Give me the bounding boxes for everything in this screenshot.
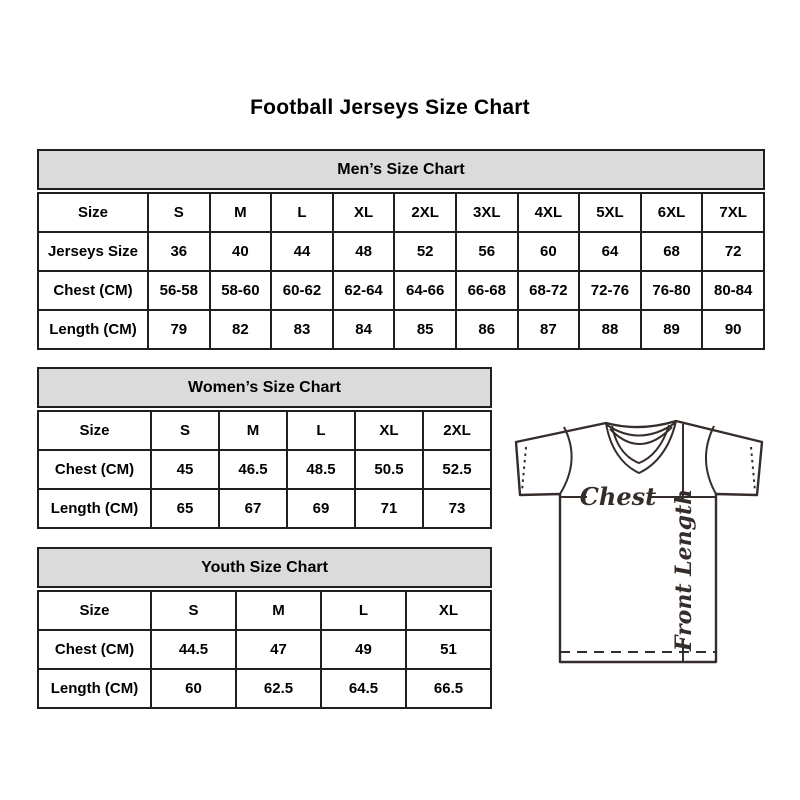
women-cell: S xyxy=(151,411,219,450)
women-cell: 48.5 xyxy=(287,450,355,489)
men-cell: M xyxy=(210,193,272,232)
men-cell: 89 xyxy=(641,310,703,349)
youth-cell: 47 xyxy=(236,630,321,669)
men-cell: 72-76 xyxy=(579,271,641,310)
men-cell: S xyxy=(148,193,210,232)
men-cell: 83 xyxy=(271,310,333,349)
men-cell: 88 xyxy=(579,310,641,349)
youth-cell: 49 xyxy=(321,630,406,669)
women-cell: L xyxy=(287,411,355,450)
men-cell: 68-72 xyxy=(518,271,580,310)
men-row-label: Length (CM) xyxy=(38,310,148,349)
youth-chart-header: Youth Size Chart xyxy=(37,547,492,588)
men-cell: 64 xyxy=(579,232,641,271)
women-cell: XL xyxy=(355,411,423,450)
women-cell: 69 xyxy=(287,489,355,528)
youth-row-0 xyxy=(38,591,491,630)
men-cell: 76-80 xyxy=(641,271,703,310)
youth-cell: XL xyxy=(406,591,491,630)
women-row-label: Chest (CM) xyxy=(38,450,151,489)
men-row-2 xyxy=(38,271,764,310)
women-row-0 xyxy=(38,411,491,450)
men-row-label: Size xyxy=(38,193,148,232)
youth-row-label: Length (CM) xyxy=(38,669,151,708)
men-cell: 52 xyxy=(394,232,456,271)
men-cell: 58-60 xyxy=(210,271,272,310)
men-cell: 68 xyxy=(641,232,703,271)
men-cell: 2XL xyxy=(394,193,456,232)
women-row-1 xyxy=(38,450,491,489)
women-cell: M xyxy=(219,411,287,450)
men-cell: 82 xyxy=(210,310,272,349)
youth-cell: L xyxy=(321,591,406,630)
men-cell: 87 xyxy=(518,310,580,349)
women-cell: 2XL xyxy=(423,411,491,450)
men-cell: 6XL xyxy=(641,193,703,232)
youth-cell: 66.5 xyxy=(406,669,491,708)
men-cell: 60 xyxy=(518,232,580,271)
women-row-2 xyxy=(38,489,491,528)
men-cell: 36 xyxy=(148,232,210,271)
men-cell: 40 xyxy=(210,232,272,271)
mens-size-table xyxy=(37,192,765,350)
front-length-label: Front Length xyxy=(671,488,697,652)
women-cell: 45 xyxy=(151,450,219,489)
youth-cell: 64.5 xyxy=(321,669,406,708)
youth-cell: 51 xyxy=(406,630,491,669)
men-cell: 86 xyxy=(456,310,518,349)
women-cell: 50.5 xyxy=(355,450,423,489)
men-cell: 62-64 xyxy=(333,271,395,310)
women-cell: 46.5 xyxy=(219,450,287,489)
men-cell: 64-66 xyxy=(394,271,456,310)
women-cell: 65 xyxy=(151,489,219,528)
youth-row-label: Chest (CM) xyxy=(38,630,151,669)
mens-chart-header: Men’s Size Chart xyxy=(37,149,765,190)
men-cell: 72 xyxy=(702,232,764,271)
men-cell: 56 xyxy=(456,232,518,271)
women-cell: 73 xyxy=(423,489,491,528)
men-row-1 xyxy=(38,232,764,271)
men-cell: XL xyxy=(333,193,395,232)
men-cell: 79 xyxy=(148,310,210,349)
women-cell: 52.5 xyxy=(423,450,491,489)
page-title: Football Jerseys Size Chart xyxy=(250,96,530,119)
men-row-3 xyxy=(38,310,764,349)
men-cell: 66-68 xyxy=(456,271,518,310)
youth-cell: 60 xyxy=(151,669,236,708)
women-row-label: Length (CM) xyxy=(38,489,151,528)
men-cell: 3XL xyxy=(456,193,518,232)
men-cell: 7XL xyxy=(702,193,764,232)
youth-cell: 44.5 xyxy=(151,630,236,669)
youth-row-1 xyxy=(38,630,491,669)
men-cell: 5XL xyxy=(579,193,641,232)
men-cell: 60-62 xyxy=(271,271,333,310)
men-cell: 80-84 xyxy=(702,271,764,310)
women-cell: 67 xyxy=(219,489,287,528)
women-cell: 71 xyxy=(355,489,423,528)
women-row-label: Size xyxy=(38,411,151,450)
men-cell: 85 xyxy=(394,310,456,349)
youth-row-2 xyxy=(38,669,491,708)
youth-size-table xyxy=(37,590,492,709)
men-row-label: Chest (CM) xyxy=(38,271,148,310)
men-row-0 xyxy=(38,193,764,232)
youth-cell: M xyxy=(236,591,321,630)
womens-size-table xyxy=(37,410,492,529)
chest-label: Chest xyxy=(579,482,657,511)
men-cell: 56-58 xyxy=(148,271,210,310)
jersey-outline-icon xyxy=(516,421,762,662)
men-cell: 90 xyxy=(702,310,764,349)
jersey-measurement-diagram xyxy=(500,400,775,670)
youth-cell: 62.5 xyxy=(236,669,321,708)
men-cell: 48 xyxy=(333,232,395,271)
men-cell: 44 xyxy=(271,232,333,271)
men-cell: L xyxy=(271,193,333,232)
womens-chart-header: Women’s Size Chart xyxy=(37,367,492,408)
men-cell: 4XL xyxy=(518,193,580,232)
youth-row-label: Size xyxy=(38,591,151,630)
men-row-label: Jerseys Size xyxy=(38,232,148,271)
men-cell: 84 xyxy=(333,310,395,349)
youth-cell: S xyxy=(151,591,236,630)
